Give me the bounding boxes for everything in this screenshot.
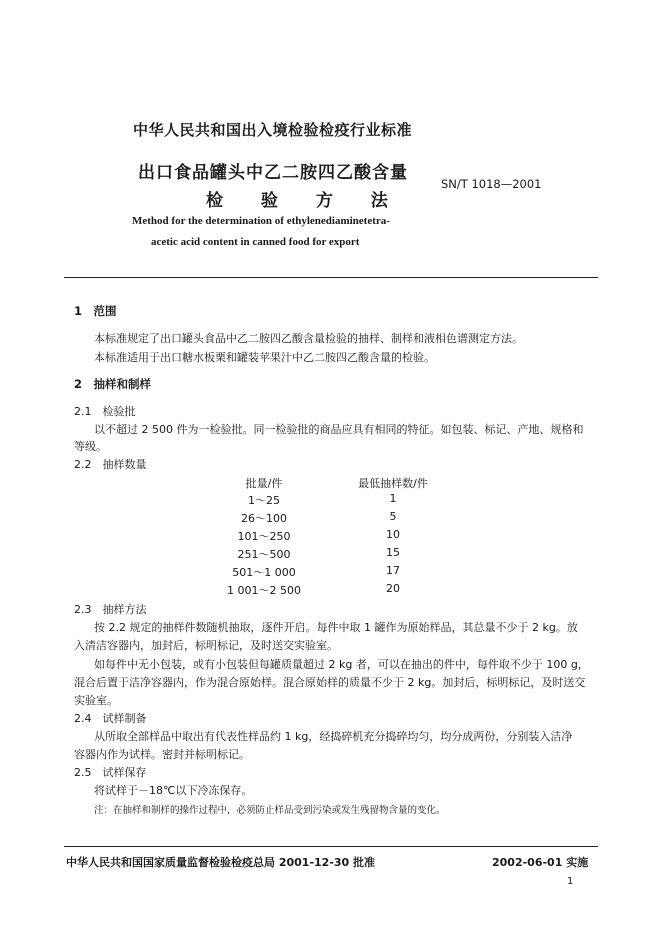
- table-row-min: 1: [389, 492, 397, 505]
- table-header-batch: 批量/件: [245, 477, 283, 490]
- section-2-3-paragraph-2-line3: 实验室。: [74, 694, 118, 707]
- table-row-batch: 101～250: [237, 530, 291, 543]
- implementation-date: 2002-06-01 实施: [492, 856, 589, 869]
- section-2-4-paragraph-line1: 从所取全部样品中取出有代表性样品约 1 kg，经捣碎机充分捣碎均匀，均分成两份，分别装入洁净: [94, 730, 573, 743]
- chinese-title-line2: 检 验 方 法: [206, 191, 404, 211]
- section-1-paragraph-2: 本标准适用于出口糖水板栗和罐装苹果汁中乙二胺四乙酸含量的检验。: [94, 351, 435, 364]
- table-row-min: 5: [389, 510, 397, 523]
- section-1-heading: 1 范围: [74, 304, 117, 318]
- standard-number: SN/T 1018—2001: [441, 177, 542, 191]
- table-row-batch: 501～1 000: [232, 566, 296, 579]
- section-1-paragraph-1: 本标准规定了出口罐头食品中乙二胺四乙酸含量检验的抽样、制样和液相色谱测定方法。: [94, 332, 523, 345]
- section-2-2-heading: 2.2 抽样数量: [74, 458, 147, 471]
- section-2-3-paragraph-2-line2: 混合后置于洁净容器内，作为混合原始样。混合原始样的质量不少于 2 kg。加封后，标明标记，及时送交: [74, 676, 586, 689]
- section-2-heading: 2 抽样和制样: [74, 377, 152, 391]
- issuing-organization: 中华人民共和国出入境检验检疫行业标准: [133, 121, 413, 139]
- section-2-5-heading: 2.5 试样保存: [74, 766, 147, 779]
- section-2-3-paragraph-1-line1: 按 2.2 规定的抽样件数随机抽取，逐件开启。每件中取 1 罐作为原始样品，其总量不少于 2 kg。放: [94, 621, 578, 634]
- table-row-min: 15: [386, 546, 400, 559]
- table-row-batch: 26～100: [241, 512, 287, 525]
- table-row-min: 17: [386, 564, 400, 577]
- section-2-3-paragraph-1-line2: 入清洁容器内，加封后，标明标记，及时送交实验室。: [74, 639, 338, 652]
- page-number: 1: [567, 876, 574, 887]
- english-title-line2: acetic acid content in canned food for export: [151, 236, 360, 248]
- table-row-min: 10: [386, 528, 400, 541]
- english-title-line1: Method for the determination of ethylenediaminetetra-: [132, 215, 390, 227]
- approval-line: 中华人民共和国国家质量监督检验检疫总局 2001-12-30 批准: [66, 856, 376, 869]
- section-2-1-paragraph-line1: 以不超过 2 500 件为一检验批。同一检验批的商品应具有相同的特征。如包装、标记、产地、规格和: [94, 423, 584, 436]
- header-divider: [64, 277, 598, 278]
- section-2-3-paragraph-2-line1: 如每件中无小包装，或有小包装但每罐质量超过 2 kg 者，可以在抽出的件中，每件取不少于 100 g，: [94, 658, 589, 671]
- section-2-5-paragraph: 将试样于－18℃以下冷冻保存。: [94, 784, 253, 797]
- chinese-title-line1: 出口食品罐头中乙二胺四乙酸含量: [138, 163, 408, 183]
- section-2-1-heading: 2.1 检验批: [74, 405, 136, 418]
- section-2-4-heading: 2.4 试样制备: [74, 712, 147, 725]
- section-2-3-heading: 2.3 抽样方法: [74, 603, 147, 616]
- table-header-min-samples: 最低抽样数/件: [358, 477, 428, 490]
- section-2-1-paragraph-line2: 等级。: [74, 440, 107, 453]
- table-row-batch: 251～500: [237, 548, 291, 561]
- table-row-batch: 1～25: [248, 494, 280, 507]
- table-row-batch: 1 001～2 500: [227, 584, 301, 597]
- section-2-4-paragraph-line2: 容器内作为试样。密封并标明标记。: [74, 748, 250, 761]
- footnote: 注：在抽样和制样的操作过程中，必须防止样品受到污染或发生残留物含量的变化。: [94, 805, 446, 816]
- table-row-min: 20: [386, 582, 400, 595]
- footer-divider: [64, 846, 598, 847]
